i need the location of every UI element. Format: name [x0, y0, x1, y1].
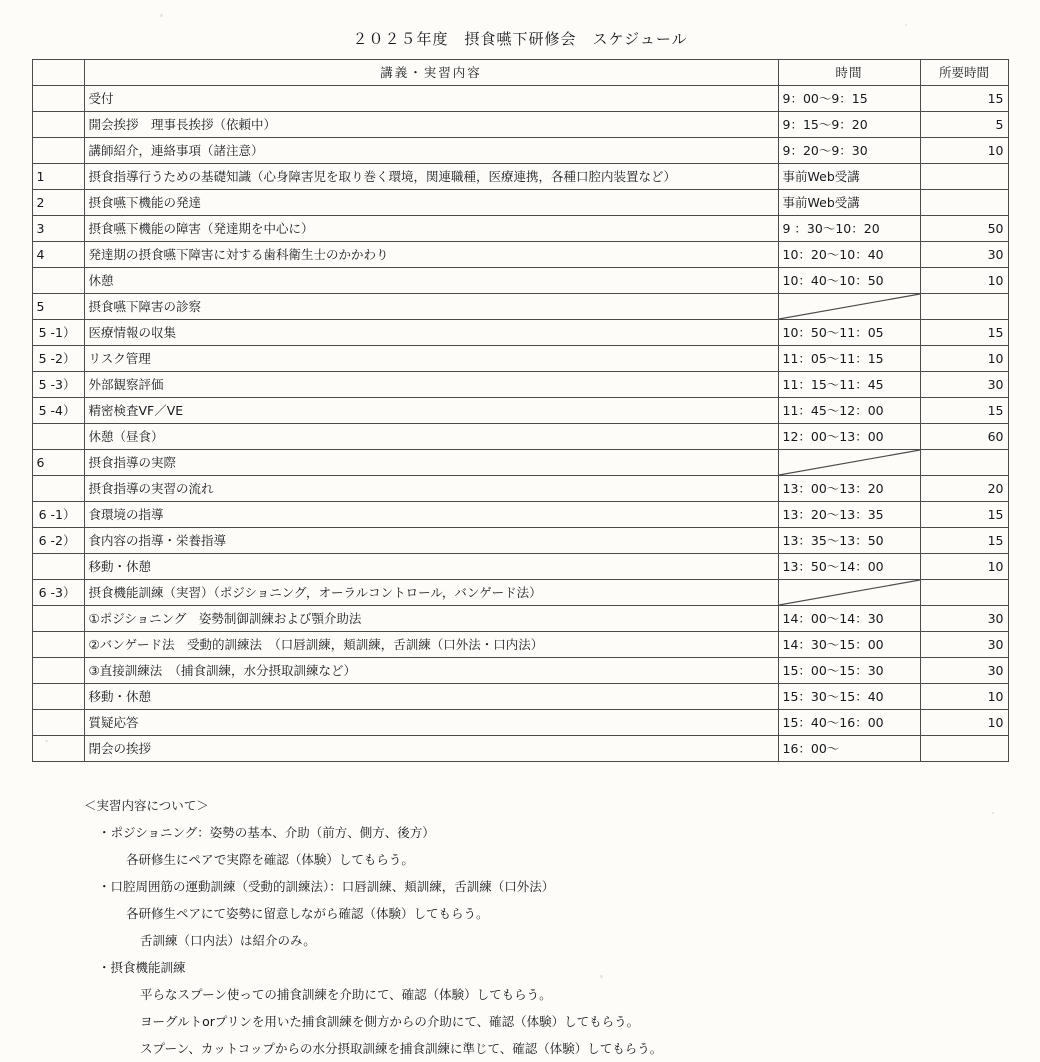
table-row — [32, 580, 1008, 606]
note-line: ヨーグルトorプリンを用いた捕食訓練を側方からの介助にて、確認（体験）してもらう。 — [140, 1014, 640, 1029]
row-duration: 10 — [920, 346, 1008, 372]
row-content: 摂食指導行うための基礎知識（心身障害児を取り巻く環境，関連職種，医療連携，各種口腔内装置など） — [84, 164, 778, 190]
row-content: 休憩 — [84, 268, 778, 294]
row-content: 摂食指導の実習の流れ — [84, 476, 778, 502]
row-time-empty — [778, 294, 920, 320]
table-row — [32, 658, 1008, 684]
note-line: ・口腔周囲筋の運動訓練（受動的訓練法）：口唇訓練、頬訓練，舌訓練（口外法） — [98, 879, 555, 894]
row-content: 精密検査VF／VE — [84, 398, 778, 424]
row-time: 12：00〜13：00 — [778, 424, 920, 450]
row-time: 13：50〜14：00 — [778, 554, 920, 580]
table-row — [32, 476, 1008, 502]
table-row — [32, 684, 1008, 710]
column-header-number — [32, 60, 84, 86]
row-time: 9：00〜9：15 — [778, 86, 920, 112]
row-duration: 20 — [920, 476, 1008, 502]
row-content: 講師紹介，連絡事項（諸注意） — [84, 138, 778, 164]
row-time: 9：15〜9：20 — [778, 112, 920, 138]
row-content: 摂食嚥下障害の診察 — [84, 294, 778, 320]
table-row — [32, 138, 1008, 164]
column-header-content: 講義・実習内容 — [84, 60, 778, 86]
table-row — [32, 502, 1008, 528]
row-content: 閉会の挨拶 — [84, 736, 778, 762]
table-row — [32, 268, 1008, 294]
row-duration: 10 — [920, 710, 1008, 736]
row-content: 医療情報の収集 — [84, 320, 778, 346]
notes-section — [84, 792, 1040, 1062]
row-duration: 10 — [920, 138, 1008, 164]
row-duration: 15 — [920, 528, 1008, 554]
row-number — [32, 710, 84, 736]
row-content: 質疑応答 — [84, 710, 778, 736]
table-row — [32, 528, 1008, 554]
table-header — [32, 60, 1008, 86]
row-time: 9 ：30〜10：20 — [778, 216, 920, 242]
row-number — [32, 632, 84, 658]
row-number: 6 -2） — [32, 528, 84, 554]
note-line: 平らなスプーン使っての捕食訓練を介助にて、確認（体験）してもらう。 — [140, 987, 552, 1002]
table-row — [32, 554, 1008, 580]
row-content: 摂食嚥下機能の発達 — [84, 190, 778, 216]
row-time: 10：20〜10：40 — [778, 242, 920, 268]
row-duration: 15 — [920, 320, 1008, 346]
table-row — [32, 606, 1008, 632]
table-row — [32, 710, 1008, 736]
row-content: ②バンゲード法 受動的訓練法 （口唇訓練，頬訓練，舌訓練（口外法・口内法） — [84, 632, 778, 658]
table-row — [32, 242, 1008, 268]
row-duration — [920, 736, 1008, 762]
note-line: 各研修生ペアにて姿勢に留意しながら確認（体験）してもらう。 — [126, 906, 489, 921]
row-duration: 30 — [920, 632, 1008, 658]
row-duration — [920, 190, 1008, 216]
row-number — [32, 424, 84, 450]
row-time: 事前Web受講 — [778, 190, 920, 216]
row-time: 10：40〜10：50 — [778, 268, 920, 294]
row-number: 5 -1） — [32, 320, 84, 346]
table-body — [32, 86, 1008, 762]
row-time: 13：35〜13：50 — [778, 528, 920, 554]
row-time: 11：45〜12：00 — [778, 398, 920, 424]
row-number: 1 — [32, 164, 84, 190]
row-number: 5 — [32, 294, 84, 320]
table-row — [32, 398, 1008, 424]
row-time: 事前Web受講 — [778, 164, 920, 190]
table-row — [32, 320, 1008, 346]
row-number: 5 -4） — [32, 398, 84, 424]
column-header-time: 時間 — [778, 60, 920, 86]
table-row — [32, 372, 1008, 398]
row-number — [32, 86, 84, 112]
note-line: ・ポジショニング：姿勢の基本、介助（前方、側方、後方） — [98, 825, 435, 840]
table-row — [32, 216, 1008, 242]
row-duration — [920, 450, 1008, 476]
row-content: 受付 — [84, 86, 778, 112]
row-content: 摂食指導の実際 — [84, 450, 778, 476]
row-duration — [920, 294, 1008, 320]
row-content: 外部観察評価 — [84, 372, 778, 398]
row-number — [32, 554, 84, 580]
row-number — [32, 138, 84, 164]
row-number: 6 -1） — [32, 502, 84, 528]
row-duration: 30 — [920, 242, 1008, 268]
table-row — [32, 450, 1008, 476]
column-header-duration: 所要時間 — [920, 60, 1008, 86]
table-row — [32, 190, 1008, 216]
row-content: 発達期の摂食嚥下障害に対する歯科衛生士のかかわり — [84, 242, 778, 268]
table-row — [32, 632, 1008, 658]
row-time: 10：50〜11：05 — [778, 320, 920, 346]
row-duration: 30 — [920, 372, 1008, 398]
table-row — [32, 86, 1008, 112]
note-line: 各研修生にペアで実際を確認（体験）してもらう。 — [126, 852, 414, 867]
row-duration: 10 — [920, 268, 1008, 294]
row-time: 13：00〜13：20 — [778, 476, 920, 502]
row-time: 11：05〜11：15 — [778, 346, 920, 372]
row-content: 移動・休憩 — [84, 554, 778, 580]
row-time: 9：20〜9：30 — [778, 138, 920, 164]
row-time-empty — [778, 580, 920, 606]
row-number — [32, 112, 84, 138]
row-time: 15：30〜15：40 — [778, 684, 920, 710]
table-row — [32, 424, 1008, 450]
page-title: ２０２５年度 摂食嚥下研修会 スケジュール — [352, 30, 688, 48]
table-row — [32, 294, 1008, 320]
row-number — [32, 658, 84, 684]
row-time: 16：00〜 — [778, 736, 920, 762]
row-time: 13：20〜13：35 — [778, 502, 920, 528]
row-duration: 15 — [920, 502, 1008, 528]
row-content: リスク管理 — [84, 346, 778, 372]
row-duration: 10 — [920, 684, 1008, 710]
row-number — [32, 268, 84, 294]
row-content: ③直接訓練法 （捕食訓練，水分摂取訓練など） — [84, 658, 778, 684]
row-duration: 30 — [920, 658, 1008, 684]
row-content: 食内容の指導・栄養指導 — [84, 528, 778, 554]
row-number: 6 — [32, 450, 84, 476]
row-number: 5 -3） — [32, 372, 84, 398]
row-time: 11：15〜11：45 — [778, 372, 920, 398]
row-number: 4 — [32, 242, 84, 268]
row-number — [32, 606, 84, 632]
table-row — [32, 112, 1008, 138]
row-content: 開会挨拶 理事長挨拶（依頼中） — [84, 112, 778, 138]
row-duration — [920, 580, 1008, 606]
row-time-empty — [778, 450, 920, 476]
row-time: 14：30〜15：00 — [778, 632, 920, 658]
row-number: 2 — [32, 190, 84, 216]
row-number — [32, 684, 84, 710]
row-content: 摂食嚥下機能の障害（発達期を中心に） — [84, 216, 778, 242]
note-line: スプーン、カットコップからの水分摂取訓練を捕食訓練に準じて、確認（体験）してもらう。 — [140, 1041, 663, 1056]
notes-heading: ＜実習内容について＞ — [84, 798, 209, 813]
row-content: 食環境の指導 — [84, 502, 778, 528]
row-duration — [920, 164, 1008, 190]
schedule-table — [32, 59, 1009, 762]
row-time: 15：40〜16：00 — [778, 710, 920, 736]
row-content: ①ポジショニング 姿勢制御訓練および顎介助法 — [84, 606, 778, 632]
row-number: 5 -2） — [32, 346, 84, 372]
row-number: 6 -3） — [32, 580, 84, 606]
row-time: 14：00〜14：30 — [778, 606, 920, 632]
row-duration: 50 — [920, 216, 1008, 242]
row-duration: 60 — [920, 424, 1008, 450]
row-duration: 30 — [920, 606, 1008, 632]
row-duration: 5 — [920, 112, 1008, 138]
row-number — [32, 476, 84, 502]
table-header-row — [32, 60, 1008, 86]
note-line: 舌訓練（口内法）は紹介のみ。 — [140, 933, 316, 948]
table-row — [32, 164, 1008, 190]
row-duration: 15 — [920, 398, 1008, 424]
table-row — [32, 736, 1008, 762]
row-time: 15：00〜15：30 — [778, 658, 920, 684]
row-number — [32, 736, 84, 762]
note-line: ・摂食機能訓練 — [98, 960, 186, 975]
row-content: 移動・休憩 — [84, 684, 778, 710]
row-duration: 15 — [920, 86, 1008, 112]
row-content: 休憩（昼食） — [84, 424, 778, 450]
row-duration: 10 — [920, 554, 1008, 580]
row-content: 摂食機能訓練（実習）（ポジショニング，オーラルコントロール，バンゲード法） — [84, 580, 778, 606]
table-row — [32, 346, 1008, 372]
row-number: 3 — [32, 216, 84, 242]
